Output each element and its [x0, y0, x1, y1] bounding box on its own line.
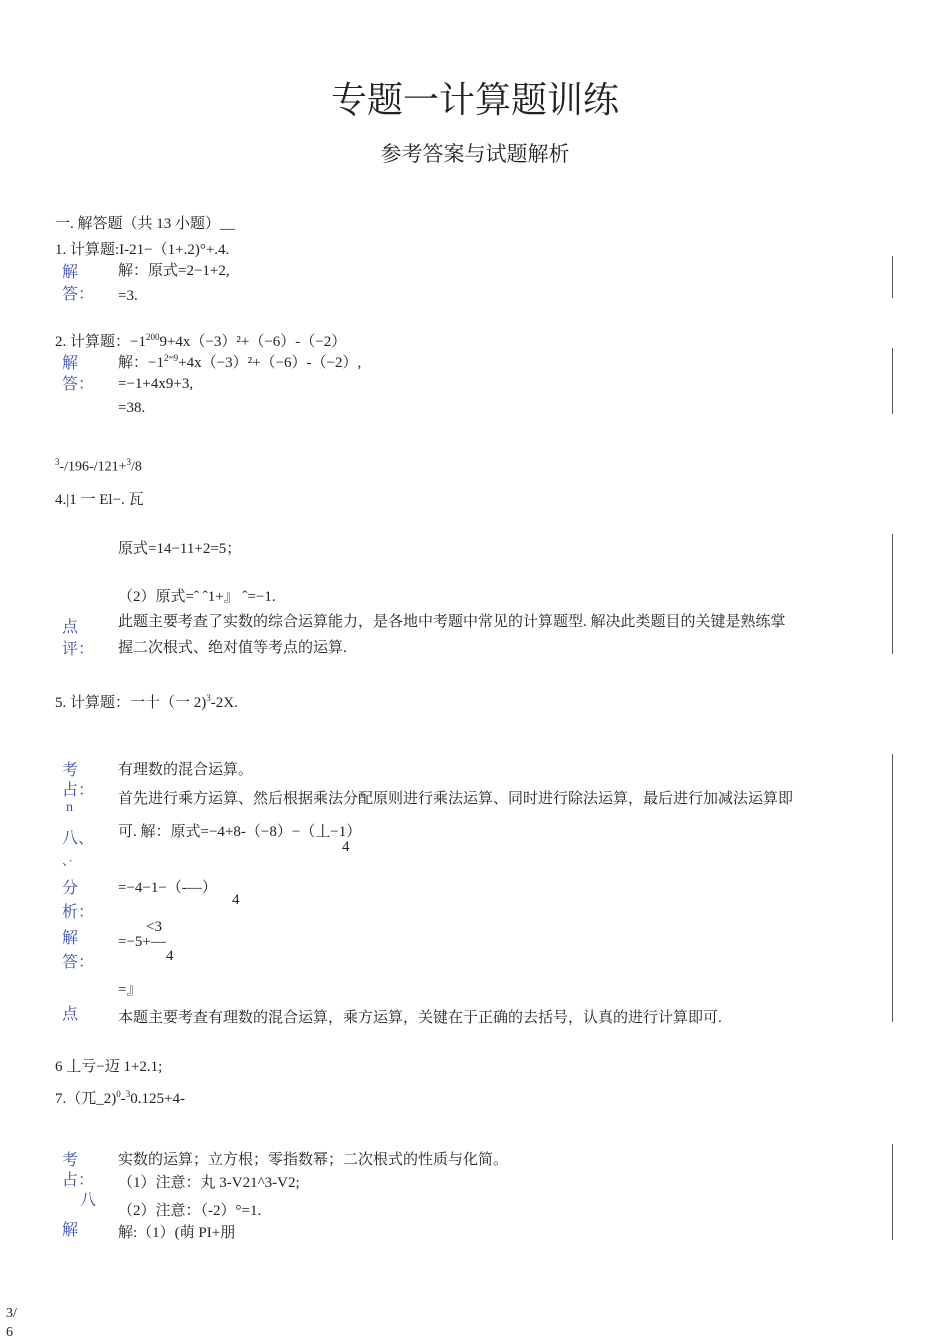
solution-5-line-4: =』 [118, 982, 142, 998]
page-number: 3/ [6, 1306, 17, 1321]
question-7-sup-2: 3 [125, 1089, 131, 1099]
question-7 [55, 1087, 185, 1108]
fraction-denominator-2: 4 [232, 892, 240, 908]
question-7-mid: - [120, 1091, 126, 1107]
answer-1-line-1: 解：原式=2−1+2, [118, 263, 230, 279]
note-7-line-1: （1）注意：丸 3-V21^3-V2; [118, 1175, 300, 1191]
question-5-post: -2X. [210, 695, 238, 711]
page-title: 专题一计算题训练 [330, 80, 619, 120]
kaodian-5: 有理数的混合运算。 [118, 762, 254, 778]
label-xi-5: 析： [62, 904, 95, 921]
comment-4-line-2: 握二次根式、绝对值等考点的运算. [118, 640, 347, 656]
solution-5-line-2: =−4−1−（-—） [118, 880, 217, 896]
answer-2-line-2: =−1+4x9+3, [118, 376, 194, 392]
question-1: 1. 计算题:I-21−（1+.2)°+.4. [55, 242, 230, 258]
answer-4-line-2: （2）原式=ˆ ˆ1+』 ˆ=−1. [118, 589, 276, 605]
label-dian-5: 点 [62, 1006, 79, 1021]
label-jie-5: 解 [62, 930, 79, 947]
question-2-pre: 2. 计算题：−1 [55, 334, 146, 350]
question-5 [55, 691, 238, 712]
label-jie-2: 解 [62, 355, 79, 372]
kaodian-7: 实数的运算；立方根；零指数幂；二次根式的性质与化简。 [118, 1152, 509, 1168]
page-subtitle: 参考答案与试题解析 [380, 142, 570, 166]
question-5-sup: 3 [206, 693, 211, 703]
answer-2-line-3: =38. [118, 400, 146, 416]
fraction-denominator-3: 4 [166, 948, 174, 964]
answer-box-rule [892, 1144, 893, 1240]
question-5-pre: 5. 计算题：一十（一 2) [55, 695, 207, 711]
question-2 [55, 330, 346, 351]
label-ping-4: 评： [62, 641, 95, 658]
answer-4-line-1: 原式=14−11+2=5； [118, 541, 242, 557]
answer-2-post: +4x（−3）²+（−6）-（−2）, [178, 355, 362, 371]
answer-box-rule [892, 534, 893, 654]
comment-4-line-1: 此题主要考查了实数的综合运算能力，是各地中考题中常见的计算题型. 解决此类题目的关键是熟练掌 [118, 614, 786, 630]
question-2-sup: 200 [145, 332, 160, 342]
label-jie-7: 解 [62, 1222, 79, 1239]
label-jie-1: 解 [62, 264, 79, 281]
analysis-5-line-2: 可. 解：原式=−4+8-（−8）−（丄−1） [118, 824, 362, 840]
answer-2-pre: 解：−1 [118, 355, 164, 371]
section-heading: 一. 解答题（共 13 小题）__ [55, 216, 236, 232]
answer-2-line-1 [118, 351, 361, 372]
fraction-numerator-3: <3 [146, 919, 162, 935]
answer-box-rule [892, 256, 893, 298]
label-da-1: 答： [62, 286, 95, 303]
label-da-2: 答： [62, 376, 95, 393]
question-7-pre: 7.（兀_2) [55, 1091, 117, 1107]
question-3-text: -/196-/121+ [59, 459, 127, 475]
question-4: 4.|1 一 El−. 瓦 [55, 492, 144, 508]
comment-5: 本题主要考查有理数的混合运算，乘方运算，关键在于正确的去括号，认真的进行计算即可. [118, 1010, 722, 1026]
question-3 [55, 457, 142, 476]
question-7-post: 0.125+4- [130, 1091, 185, 1107]
answer-box-rule [892, 754, 893, 1022]
fraction-denominator-1: 4 [342, 839, 350, 855]
answer-2-sup: 2ᵒᵒ9 [163, 353, 179, 363]
note-7-line-2: （2）注意：（-2）°=1. [118, 1203, 262, 1219]
solution-7: 解:（1）(萌 PI+朋 [118, 1225, 236, 1241]
label-ba-5: 八、 [62, 830, 95, 847]
label-ba-7: 八 [80, 1192, 97, 1209]
question-3-text-2: /8 [131, 459, 142, 475]
question-7-sup: 0 [116, 1089, 121, 1099]
analysis-5-line-1: 首先进行乘方运算、然后根据乘法分配原则进行乘法运算、同时进行除法运算，最后进行加减法运算即 [118, 791, 794, 807]
label-kao-7: 考 [62, 1152, 79, 1169]
label-n-5: n [66, 800, 73, 815]
solution-5-line-3: =−5+— [118, 934, 166, 950]
answer-box-rule [892, 348, 893, 414]
label-zhan-5: 占： [62, 782, 95, 799]
label-da-5: 答： [62, 954, 95, 971]
question-3-sup-2: 3 [126, 457, 131, 467]
question-3-sup-1: 3 [55, 457, 60, 467]
question-6: 6 丄亏−迈 1+2.1; [55, 1059, 163, 1075]
label-zhan-7: 占： [62, 1172, 95, 1189]
label-kao-5: 考 [62, 762, 79, 779]
label-dian-4: 点 [62, 619, 79, 636]
page-total: 6 [6, 1325, 13, 1340]
question-2-post: 9+4x（−3）²+（−6）-（−2） [159, 334, 347, 350]
label-fen-5: 分 [62, 880, 79, 897]
answer-1-line-2: =3. [118, 288, 138, 300]
label-dot-5: 、· [62, 853, 73, 868]
